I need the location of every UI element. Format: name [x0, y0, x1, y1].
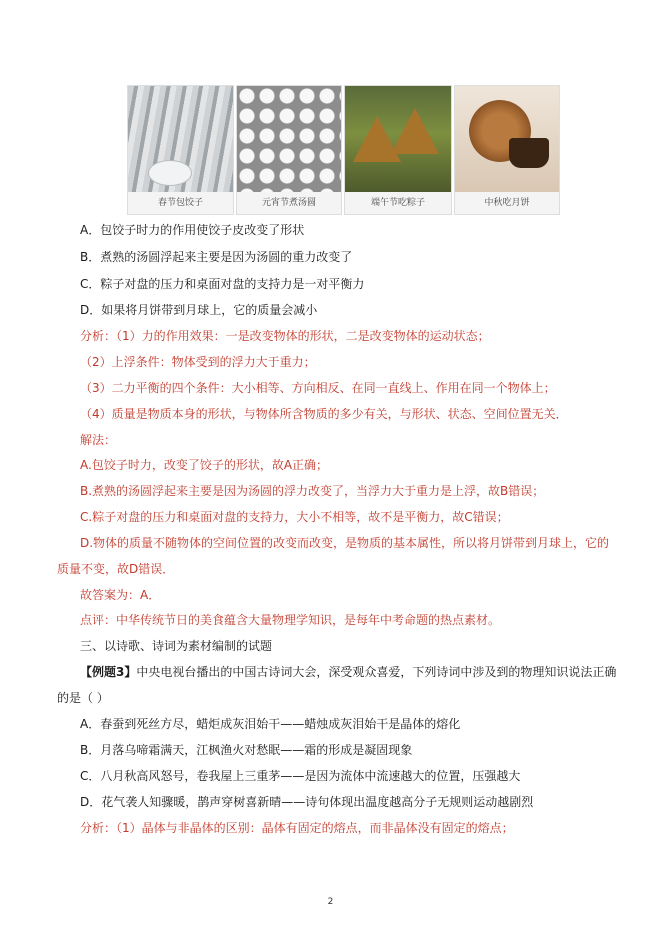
photo-caption: 元宵节煮汤圆 [237, 192, 341, 214]
analysis-line-2: （2）上浮条件：物体受到的浮力大于重力； [80, 355, 316, 369]
tangyuan-photo [236, 85, 342, 215]
option-c: C．粽子对盘的压力和桌面对盘的支持力是一对平衡力 [80, 277, 365, 291]
option-b: B．煮熟的汤圆浮起来主要是因为汤圆的重力改变了 [80, 250, 353, 264]
festival-food-photos [127, 85, 560, 215]
analysis-line-1: 分析：（1）力的作用效果：一是改变物体的形状，二是改变物体的运动状态； [80, 329, 490, 343]
question-line-2: 的是（ ） [57, 691, 109, 705]
solution-d-line-2: 质量不变，故D错误． [57, 562, 175, 576]
solution-b: B.煮熟的汤圆浮起来主要是因为汤圆的浮力改变了，当浮力大于重力是上浮，故B错误； [80, 484, 545, 498]
q3-analysis: 分析：（1）晶体与非晶体的区别：晶体有固定的熔点，而非晶体没有固定的熔点； [80, 821, 514, 835]
photo-caption: 端午节吃粽子 [345, 192, 451, 214]
answer: 故答案为：A． [80, 588, 161, 602]
solution-d-line-1: D.物体的质量不随物体的空间位置的改变而改变，是物质的基本属性，所以将月饼带到月球上，它的 [80, 536, 610, 550]
solution-a: A.包饺子时力，改变了饺子的形状，故A正确； [80, 458, 329, 472]
analysis-line-4: （4）质量是物质本身的形状，与物体所含物质的多少有关，与形状、状态、空间位置无关． [80, 407, 568, 421]
option-a: A．包饺子时力的作用使饺子皮改变了形状 [80, 223, 305, 237]
q3-option-b: B．月落乌啼霜满天，江枫渔火对愁眠——霜的形成是凝固现象 [80, 743, 413, 757]
question-text: 中央电视台播出的中国古诗词大会，深受观众喜爱，下列诗词中涉及到的物理知识说法正确 [136, 665, 617, 679]
q3-option-c: C．八月秋高风怒号，卷我屋上三重茅——是因为流体中流速越大的位置，压强越大 [80, 769, 521, 783]
zongzi-photo [344, 85, 452, 215]
solution-c: C.粽子对盘的压力和桌面对盘的支持力，大小不相等，故不是平衡力，故C错误； [80, 510, 509, 524]
dumplings-photo [127, 85, 234, 215]
solution-title: 解法： [80, 433, 117, 447]
photo-caption: 春节包饺子 [128, 192, 233, 214]
q3-option-a: A．春蚕到死丝方尽，蜡炬成灰泪始干——蜡烛成灰泪始干是晶体的熔化 [80, 717, 461, 731]
section-heading: 三、以诗歌、诗词为素材编制的试题 [80, 639, 273, 653]
photo-caption: 中秋吃月饼 [455, 192, 559, 214]
page-number: 2 [327, 897, 334, 907]
comment: 点评：中华传统节日的美食蕴含大量物理学知识，是每年中考命题的热点素材。 [80, 613, 501, 627]
question-line-1 [80, 664, 616, 680]
analysis-line-3: （3）二力平衡的四个条件：大小相等、方向相反、在同一直线上、作用在同一个物体上； [80, 381, 556, 395]
question-label: 【例题3】 [80, 665, 137, 679]
option-d: D．如果将月饼带到月球上，它的质量会减小 [80, 303, 318, 317]
mooncake-photo [454, 85, 560, 215]
q3-option-d: D．花气袭人知骤暖，鹊声穿树喜新晴——诗句体现出温度越高分子无规则运动越剧烈 [80, 795, 534, 809]
